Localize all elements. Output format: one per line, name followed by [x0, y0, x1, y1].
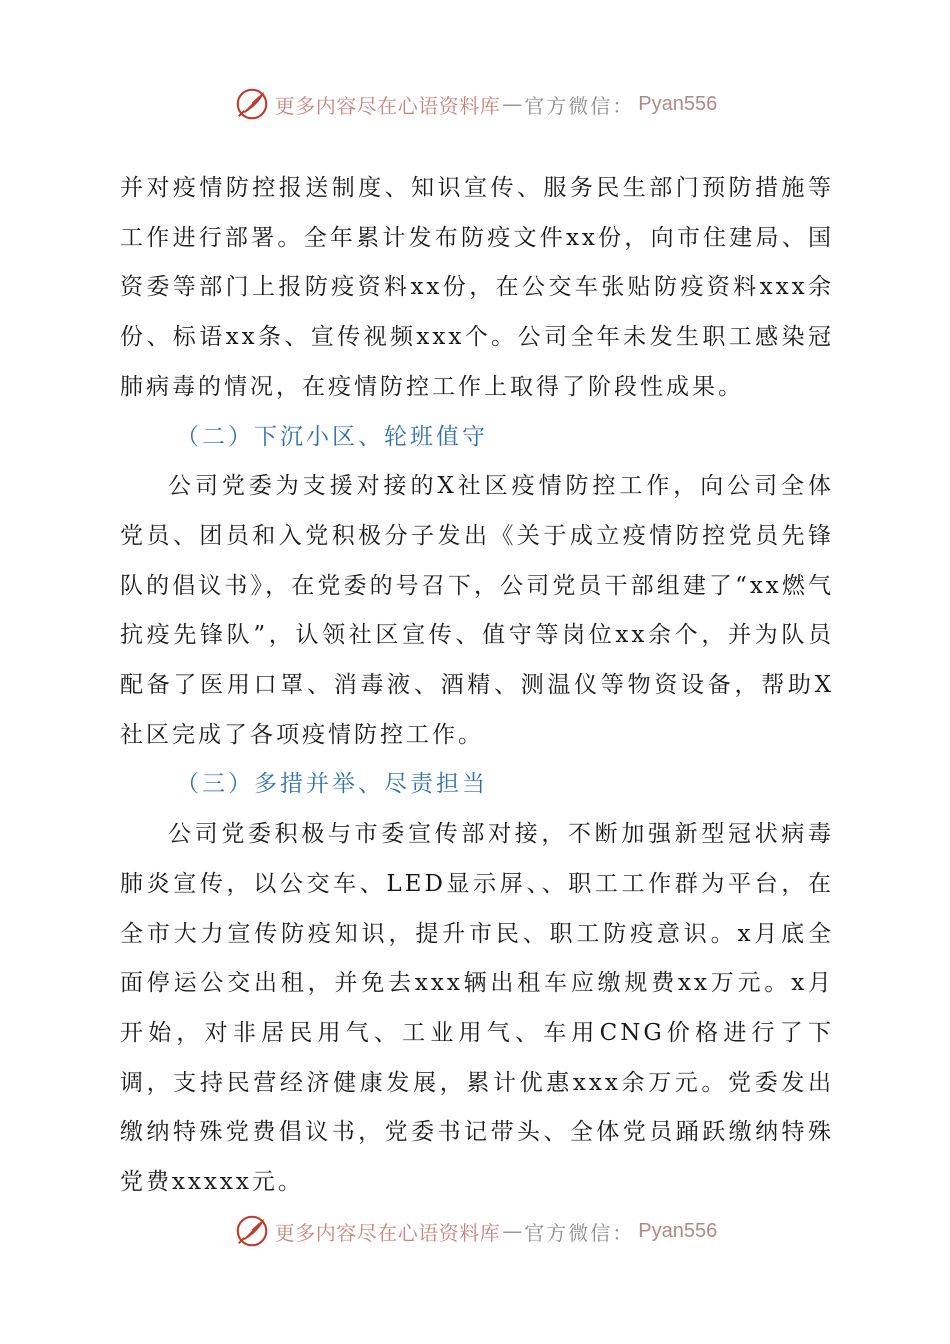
watermark-wechat-id: Pyan556 [638, 92, 718, 115]
paragraph-3: 公司党委积极与市委宣传部对接，不断加强新型冠状病毒肺炎宣传，以公交车、LED显示屏、、职工工作群为平台，在全市大力宣传防疫知识，提升市民、职工防疫意识。x月底全面停运公交出租，并免去xxx辆出租车应缴规费xx万元。x月开始，对非居民用气、工业用气、车用CNG价格进行了下调，支持民营经济健康发展，累计优惠xxx余万元。党委发出缴纳特殊党费倡议书，党委书记带头、全体党员踊跃缴纳特殊党费xxxxx元。 [120, 821, 834, 1196]
section-heading-3: （三）多措并举、尽责担当 [176, 771, 488, 798]
section-heading-2: （二）下沉小区、轮班值守 [176, 423, 488, 450]
pen-feather-logo-icon [233, 85, 271, 123]
watermark-wechat-id: Pyan556 [638, 1219, 718, 1242]
watermark-brand: 更多内容尽在心语资料库 [274, 1220, 501, 1245]
paragraph-1: 并对疫情防控报送制度、知识宣传、服务民生部门预防措施等工作进行部署。全年累计发布防疫文件xx份，向市住建局、国资委等部门上报防疫资料xx份，在公交车张贴防疫资料xxx余份、标语xx条、宣传视频xxx个。公司全年未发生职工感染冠肺病毒的情况，在疫情防控工作上取得了阶段性成果。 [120, 175, 834, 400]
watermark-official-label: 官方微信： [524, 1220, 635, 1245]
paragraph-2: 公司党委为支援对接的X社区疫情防控工作，向公司全体党员、团员和入党积极分子发出《关于成立疫情防控党员先锋队的倡议书》，在党委的号召下，公司党员干部组建了“xx燃气抗疫先锋队”，认领社区宣传、值守等岗位xx余个，并为队员配备了医用口罩、消毒液、酒精、测温仪等物资设备，帮助X社区完成了各项疫情防控工作。 [120, 473, 834, 748]
header-watermark [0, 84, 950, 124]
document-body [120, 164, 834, 1208]
footer-watermark [0, 1211, 950, 1251]
watermark-official-label: 官方微信： [524, 93, 635, 118]
pen-feather-logo-icon [233, 1212, 271, 1250]
watermark-separator: — [502, 92, 523, 116]
watermark-separator: — [502, 1219, 523, 1243]
watermark-brand: 更多内容尽在心语资料库 [274, 93, 501, 118]
